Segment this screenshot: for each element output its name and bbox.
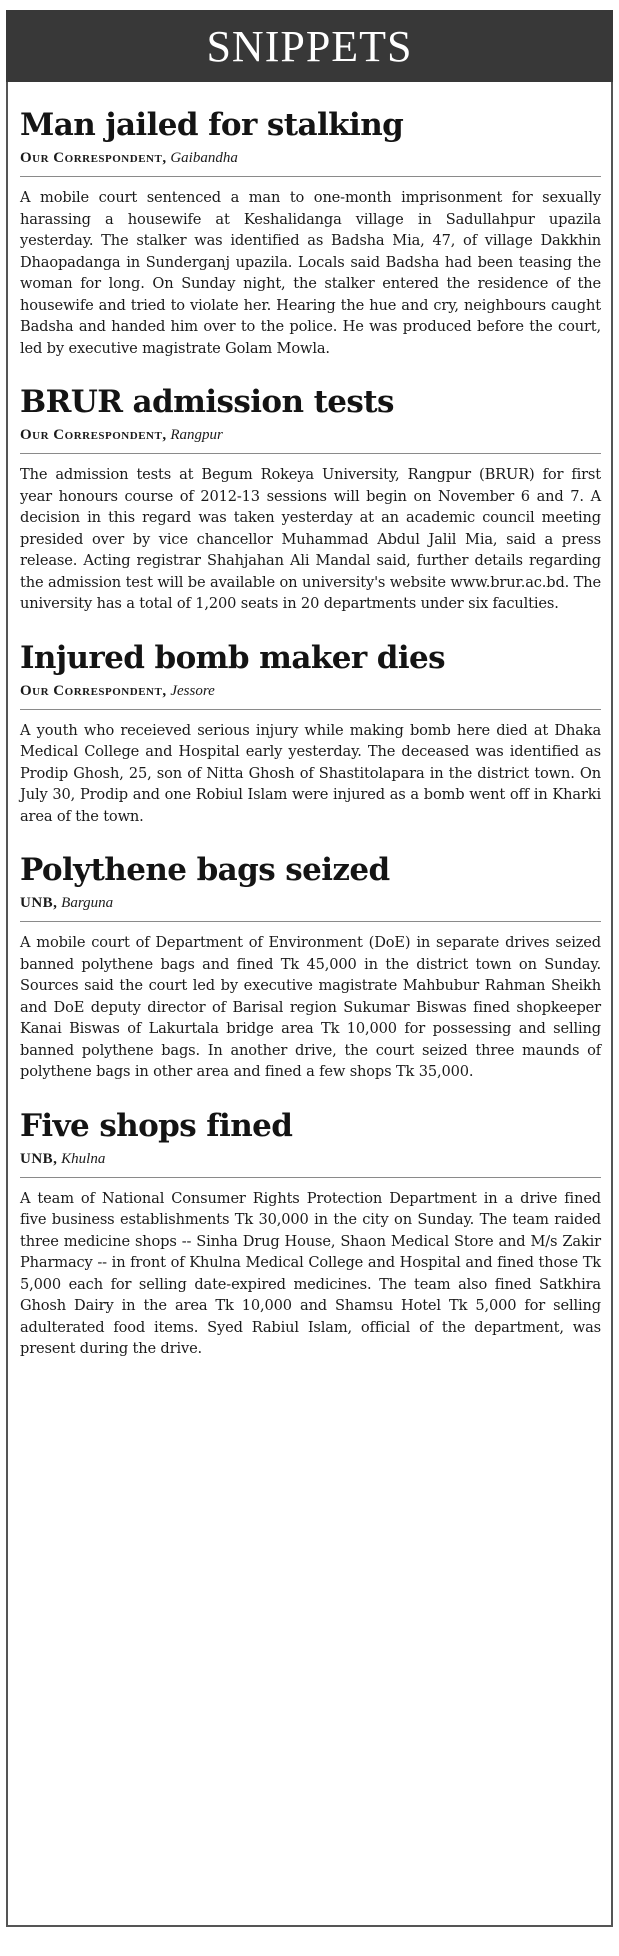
byline-location: Barguna	[61, 895, 114, 911]
story-headline: Five shops fined	[20, 1107, 293, 1144]
story-headline: Injured bomb maker dies	[20, 639, 445, 676]
story-body: The admission tests at Begum Rokeya University, Rangpur (BRUR) for first year honours course of 2012-13 sessions will begin on November 6 and 7. A decision in this regard was taken yesterday at an academic council meeting presided over by vice chancellor Muhammad Abdul Jalil Mia, said a press release. Acting registrar Shahjahan Ali Mandal said, further details regarding the admission test will be available on university's website www.brur.ac.bd. The university has a total of 1,200 seats in 20 departments under six faculties.	[20, 466, 601, 612]
byline-source: Our Correspondent,	[20, 427, 167, 443]
story-body: A mobile court of Department of Environment (DoE) in separate drives seized banned polythene bags and fined Tk 45,000 in the district town on Sunday. Sources said the court led by executive magistrate Mahbubur Rahman Sheikh and DoE deputy director of Barisal region Sukumar Biswas fined shopkeeper Kanai Biswas of Lakurtala bridge area Tk 10,000 for possessing and selling banned polythene bags. In another drive, the court seized three maunds of polythene bags in other area and fined a few shops Tk 35,000.	[20, 934, 601, 1080]
story-body: A team of National Consumer Rights Protection Department in a drive fined five business establishments Tk 30,000 in the city on Sunday. The team raided three medicine shops -- Sinha Drug House, Shaon Medical Store and M/s Zakir Pharmacy -- in front of Khulna Medical College and Hospital and fined those Tk 5,000 each for selling date-expired medicines. The team also fined Satkhira Ghosh Dairy in the area Tk 10,000 and Shamsu Hotel Tk 5,000 for selling adulterated food items. Syed Rabiul Islam, official of the department, was present during the drive.	[20, 1189, 601, 1357]
byline-location: Khulna	[61, 1150, 106, 1167]
story-body: A mobile court sentenced a man to one-month imprisonment for sexually harassing a housewife at Keshalidanga village in Sadullahpur upazila yesterday. The stalker was identified as Badsha Mia, 47, of village Dakkhin Dhaopadanga in Sunderganj upazila. Locals said Badsha had been teasing the woman for long. On Sunday night, the stalker entered the residence of the housewife and tried to violate her. Hearing the hue and cry, neighbours caught Badsha and handed him over to the police. He was produced before the court, led by executive magistrate Golam Mowla.	[20, 189, 601, 357]
story-byline	[20, 681, 601, 710]
byline-source: UNB,	[20, 1150, 58, 1167]
story-body: A youth who receieved serious injury while making bomb here died at Dhaka Medical College and Hospital early yesterday. The deceased was identified as Prodip Ghosh, 25, son of Nitta Ghosh of Shastitolapara in the district town. On July 30, Prodip and one Robiul Islam were injured as a bomb went off in Kharki area of the town.	[20, 721, 601, 825]
byline-source: UNB,	[20, 895, 58, 911]
story-byline	[20, 893, 601, 922]
snippets-frame	[6, 82, 613, 1927]
story-headline: BRUR admission tests	[20, 384, 394, 420]
section-banner	[6, 10, 613, 82]
byline-location: Rangpur	[170, 427, 223, 443]
story-headline: Polythene bags seized	[20, 852, 390, 888]
byline-location: Jessore	[170, 682, 215, 699]
story-brur	[20, 359, 601, 615]
story-bomb-maker	[20, 615, 601, 828]
section-title: SNIPPETS	[206, 21, 413, 71]
story-headline: Man jailed for stalking	[20, 107, 404, 143]
byline-source: Our Correspondent,	[20, 150, 167, 166]
story-polythene	[20, 827, 601, 1083]
story-shops-fined	[20, 1083, 601, 1360]
story-byline	[20, 1149, 601, 1178]
story-byline	[20, 148, 601, 177]
story-byline	[20, 425, 601, 454]
byline-source: Our Correspondent,	[20, 682, 167, 699]
byline-location: Gaibandha	[170, 150, 238, 166]
story-stalking	[20, 82, 601, 359]
